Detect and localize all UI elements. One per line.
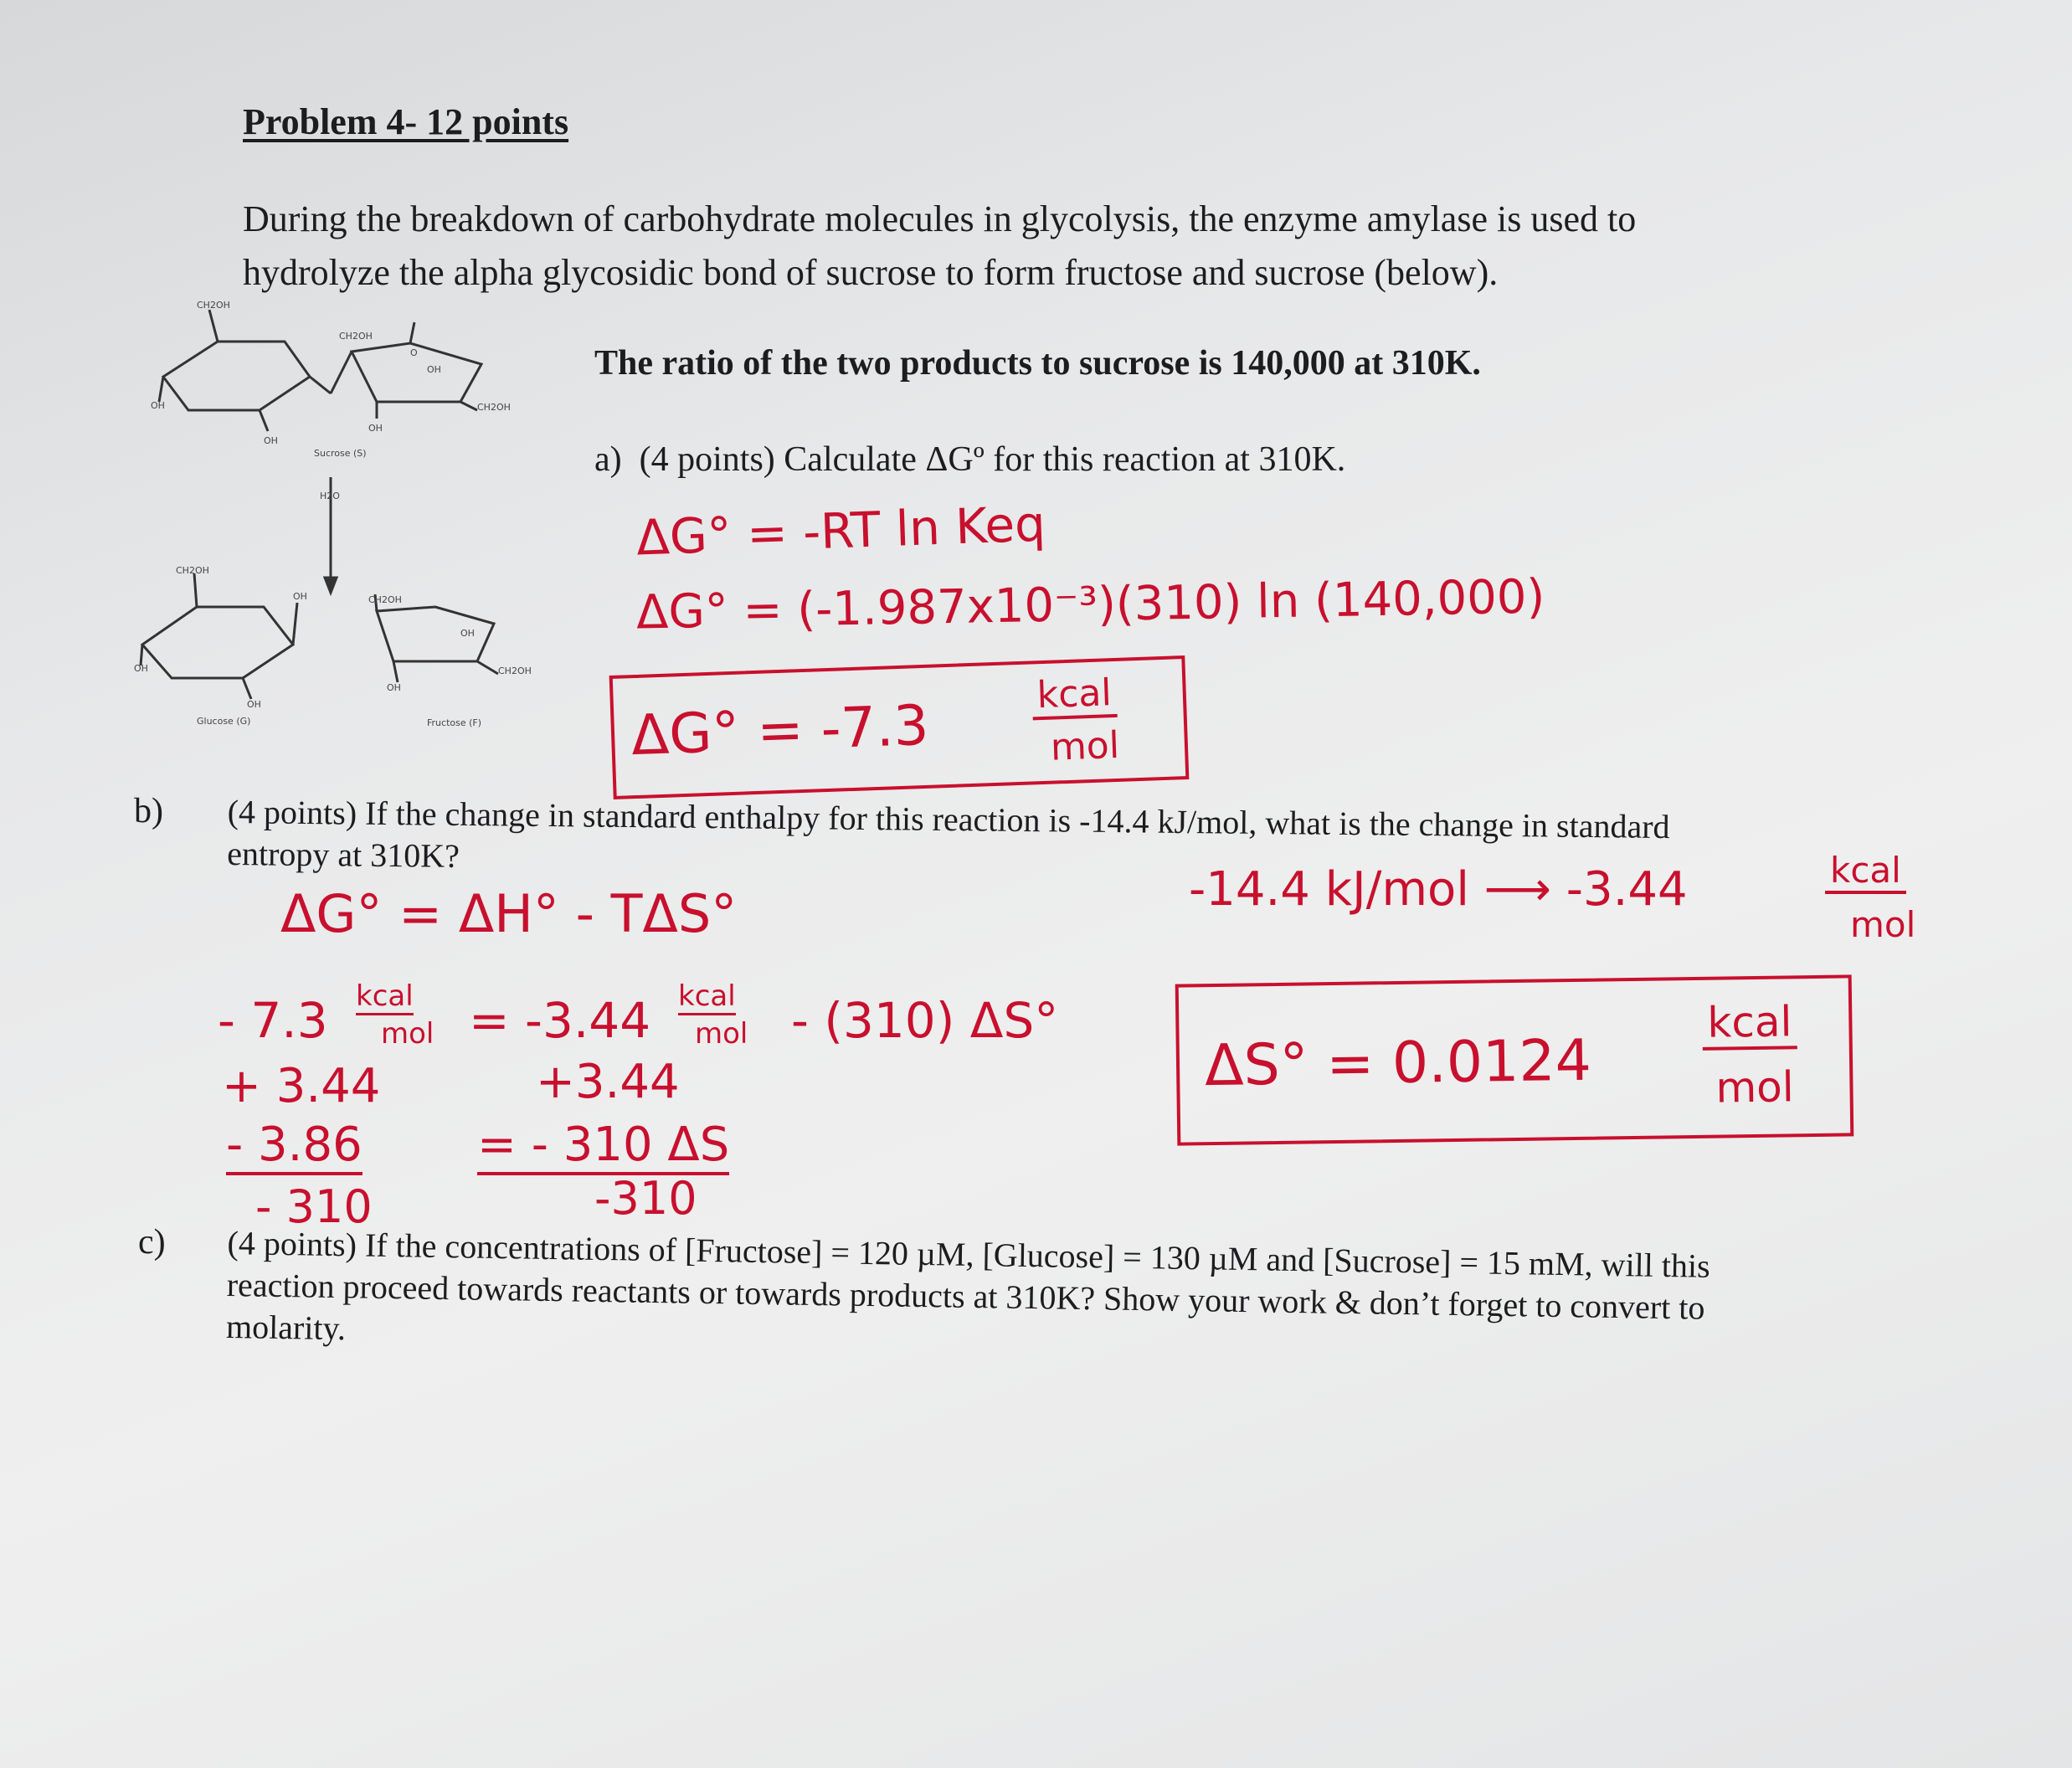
part-b-step1-left: - 7.3 (218, 992, 328, 1049)
ch2oh-text: CH2OH (176, 565, 209, 576)
water-label: H2O (320, 491, 340, 501)
part-b-question: (4 points) If the change in standard enthalpy for this reaction is -14.4 kJ/mol, what is the change in standard entropy at 310K? (226, 792, 1670, 875)
ch2oh-text: CH2OH (197, 300, 230, 311)
part-a-work-line1: ΔG° = -RT ln Keq (635, 495, 1046, 567)
part-b-answer-unit-num: kcal (1702, 997, 1797, 1051)
part-a-answer: ΔG° = -7.3 (630, 692, 930, 768)
part-b-step4-left: - 310 (255, 1180, 373, 1233)
part-b-step3-left: - 3.86 (226, 1118, 362, 1175)
part-c-label: c) (138, 1223, 166, 1262)
oh-text: OH (134, 663, 148, 674)
oh-text: OH (264, 435, 278, 446)
part-b-step1-mid-unit-kcal: kcal (678, 979, 736, 1015)
part-a-text: (4 points) Calculate ΔGº for this reaction at 310K. (639, 440, 1346, 479)
oh-text: OH (387, 682, 401, 693)
ch2oh-text: CH2OH (339, 331, 373, 342)
oh-text: OH (427, 364, 441, 375)
oh-text: OH (293, 591, 307, 602)
part-b-step1-mid-unit-mol: mol (695, 1017, 748, 1051)
part-b-answer: ΔS° = 0.0124 (1204, 1027, 1592, 1100)
oh-text: OH (460, 628, 475, 639)
sucrose-label: Sucrose (S) (314, 448, 367, 459)
part-a-label: a) (594, 440, 622, 479)
part-b-step3-mid: = - 310 ΔS (477, 1118, 729, 1175)
ch2oh-text: CH2OH (498, 666, 532, 676)
ch2oh-text: CH2OH (477, 402, 511, 413)
part-b-step4-mid: -310 (594, 1172, 697, 1225)
glucose-label: Glucose (G) (197, 716, 251, 727)
sucrose-hydrolysis-diagram (126, 285, 561, 753)
part-b-step1-right: - (310) ΔS° (791, 992, 1059, 1049)
part-b-step2-mid: +3.44 (536, 1055, 680, 1109)
part-b-answer-unit-den: mol (1715, 1062, 1795, 1113)
part-b-step1-unit-kcal: kcal (356, 979, 414, 1015)
part-b-label: b) (134, 792, 163, 830)
part-b-conversion-unit-num: kcal (1825, 850, 1906, 894)
problem-title: Problem 4- 12 points (243, 101, 569, 142)
part-b-answer-box (1175, 974, 1854, 1145)
part-b-work-equation: ΔG° = ΔH° - TΔS° (280, 883, 738, 944)
oh-text: OH (151, 400, 165, 411)
fructose-label: Fructose (F) (427, 717, 482, 728)
oh-text: OH (247, 699, 261, 710)
o-text: O (410, 347, 418, 358)
problem-intro: During the breakdown of carbohydrate molecules in glycolysis, the enzyme amylase is used to hydrolyze the alpha glycosidic bond of sucrose to form fructose and sucrose (below). (243, 198, 1637, 293)
part-a-question (594, 439, 1345, 480)
part-b-conversion-unit-den: mol (1850, 904, 1916, 945)
ch2oh-text: CH2OH (368, 594, 402, 605)
ratio-statement: The ratio of the two products to sucrose is 140,000 at 310K. (594, 344, 1481, 383)
oh-text: OH (368, 423, 383, 434)
part-c-question: (4 points) If the concentrations of [Fructose] = 120 µM, [Glucose] = 130 µM and [Sucrose] = 15 mM, will this reaction proceed towards reactants or towards products at 310K? Show your work & don’t forget to convert to molarity. (225, 1223, 1711, 1348)
part-a-answer-box (609, 655, 1190, 799)
part-b-step1-mid: = -3.44 (469, 992, 651, 1049)
part-a-answer-unit-num: kcal (1031, 671, 1118, 720)
part-a-work-line2: ΔG° = (-1.987x10⁻³)(310) ln (140,000) (635, 569, 1545, 640)
part-b-step1-unit-mol: mol (381, 1017, 434, 1051)
part-b-unit-conversion: -14.4 kJ/mol ⟶ -3.44 (1189, 862, 1688, 917)
part-a-answer-unit-den: mol (1050, 723, 1120, 769)
part-b-step2-left: + 3.44 (222, 1059, 381, 1113)
